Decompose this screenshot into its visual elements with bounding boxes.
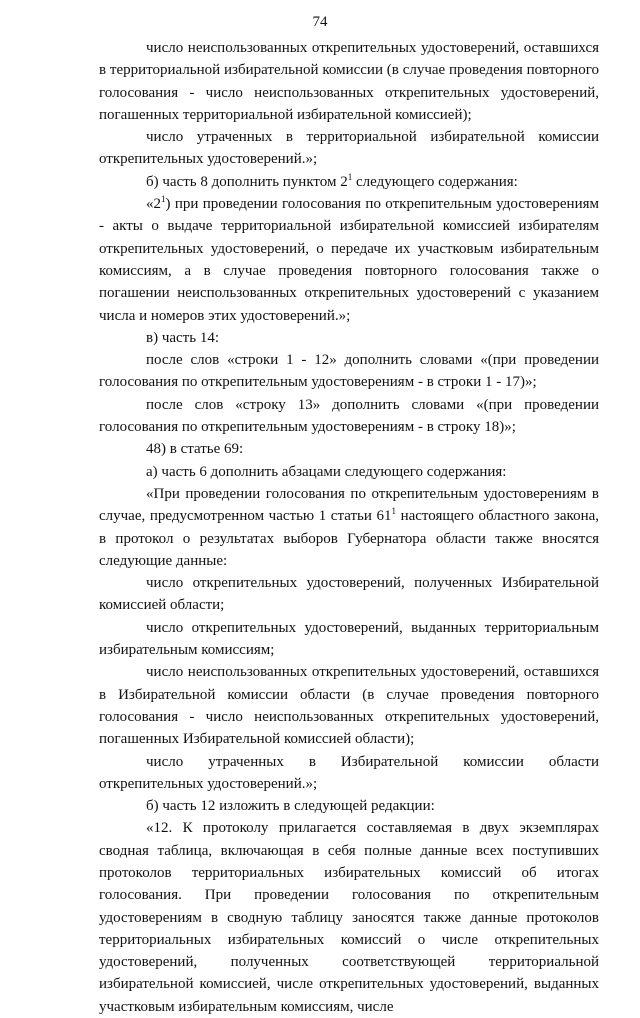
paragraph: число утраченных в территориальной избирательной комиссии открепительных удостоверений.»; (99, 129, 599, 168)
page-number: 74 (312, 14, 328, 30)
paragraph: «12. К протоколу прилагается составляемая в двух экземплярах сводная таблица, включающая в себя полные данные всех поступивших протоколов территориальных избирательных комиссий об итогах голосования. При проведении голосования по открепительным удостоверениям в сводную таблицу заносятся также данные протоколов территориальных избирательных комиссий о числе открепительных удостоверений, полученных соответствующей территориальной избирательной комиссией, числе открепительных удостоверений, выданных участковым избирательным комиссиям, числе (99, 820, 599, 1015)
paragraph: б) часть 12 изложить в следующей редакции: (146, 798, 435, 815)
paragraph: «При проведении голосования по открепительным удостоверениям в случае, предусмотренном частью 1 статьи $61^1$ настоящего областного закона, в протокол о результатах выборов Губернатора области также вносятся следующие данные: (99, 485, 600, 569)
document-body (99, 37, 599, 1018)
paragraph: число неиспользованных открепительных удостоверений, оставшихся в территориальной избирательной комиссии (в случае проведения повторного голосования - число неиспользованных открепительных удостоверений, погашенных территориальной избирательной комиссией); (99, 40, 599, 123)
superscript: 1 (391, 506, 396, 517)
paragraph: число открепительных удостоверений, полученных Избирательной комиссией области; (99, 575, 599, 614)
paragraph: число открепительных удостоверений, выданных территориальным избирательным комиссиям; (99, 619, 599, 659)
paragraph: б) часть 8 дополнить пунктом $2^1$ следующего содержания: (146, 171, 518, 190)
paragraph: число утраченных в Избирательной комиссии области открепительных удостоверений.»; (99, 753, 599, 792)
superscript: 1 (161, 194, 166, 205)
superscript: 1 (347, 171, 353, 182)
paragraph: после слов «строку 13» дополнить словами «(при проведении голосования по открепительным удостоверениям - в строку 18)»; (99, 396, 599, 436)
paragraph: в) часть 14: (146, 329, 220, 346)
paragraph: число неиспользованных открепительных удостоверений, оставшихся в Избирательной комиссии области (в случае проведения повторного голосования - число неиспользованных открепительных удостоверений, погашенных Избирательной комиссией области); (99, 664, 599, 748)
paragraph: 48) в статье 69: (146, 441, 244, 458)
paragraph: после слов «строки 1 - 12» дополнить словами «(при проведении голосования по открепительным удостоверениям - в строки 1 - 17)»; (99, 352, 599, 391)
paragraph: «$2^1$) при проведении голосования по открепительным удостоверениям - акты о выдаче территориальной избирательной комиссией избирателям открепительных удостоверений, о передаче их участковым избирательным комиссиям, а в случае проведения повторного голосования также о погашении неиспользованных открепительных удостоверений с указанием числа и номеров этих удостоверений.»; (99, 194, 599, 324)
paragraph: а) часть 6 дополнить абзацами следующего содержания: (146, 463, 507, 480)
